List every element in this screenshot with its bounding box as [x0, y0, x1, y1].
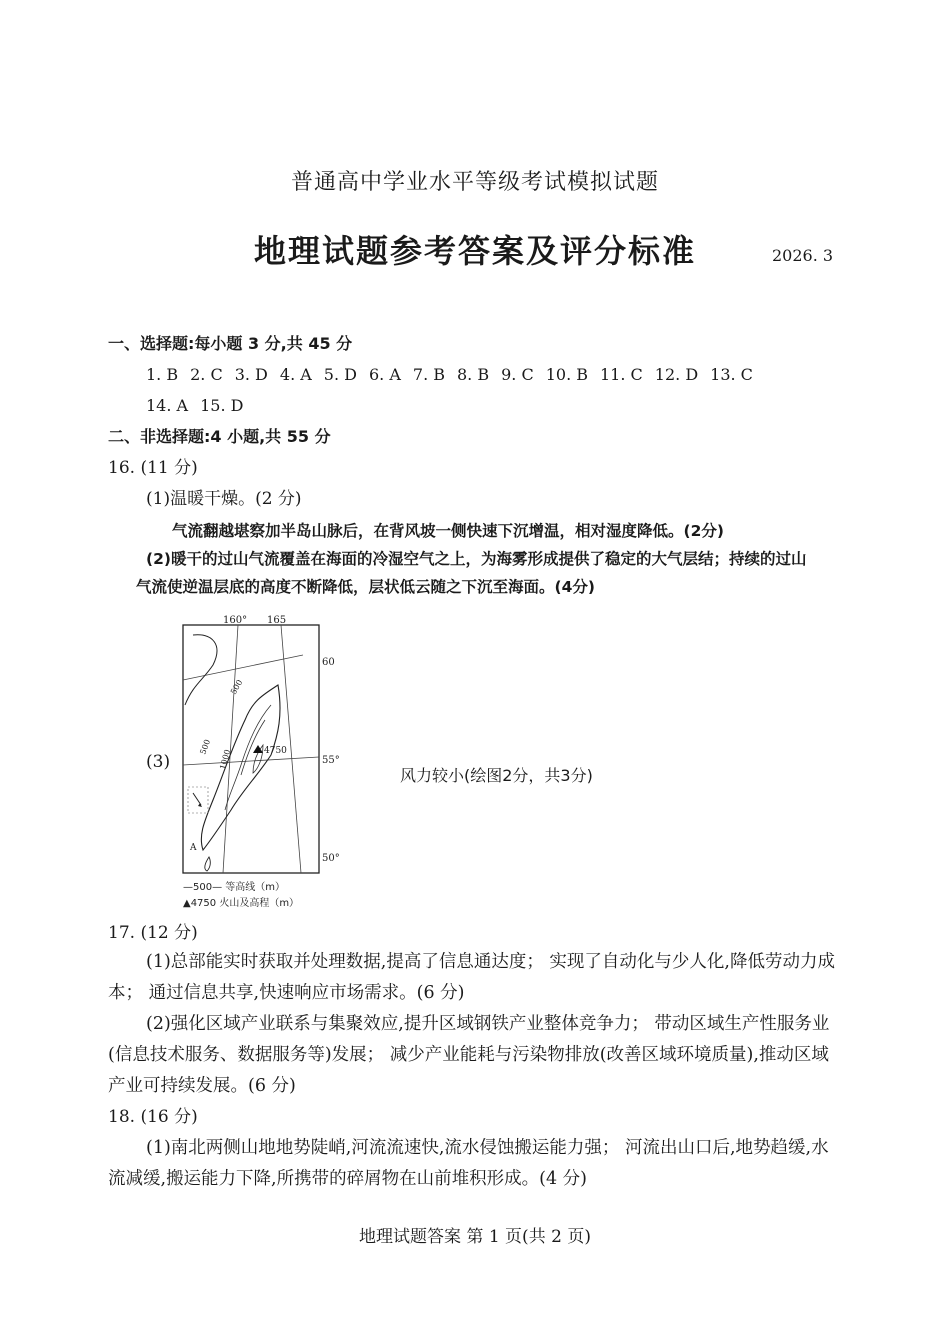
q17-label: 17. (12 分): [108, 923, 198, 943]
map-contour-label: 500: [198, 738, 213, 756]
page-footer: 地理试题答案 第 1 页(共 2 页): [359, 1227, 591, 1247]
choice-answer: 4. A: [279, 365, 312, 384]
kamchatka-map: [183, 615, 340, 909]
q18-answer-1: (1)南北两侧山地地势陡峭,河流流速快,流水侵蚀搬运能力强； 河流出山口后,地势趋缓,水流减缓,搬运能力下降,所携带的碎屑物在山前堆积形成。(4 分): [108, 1138, 829, 1189]
choice-answer: 1. B: [146, 365, 179, 384]
choice-answer: 9. C: [501, 365, 534, 384]
section2-heading: 二、非选择题:4 小题,共 55 分: [108, 427, 331, 446]
legend-contour: —500— 等高线（m）: [183, 882, 286, 893]
answers-row-1: [146, 364, 765, 386]
volcano-height-label: 4750: [264, 746, 287, 756]
q18-label: 18. (16 分): [108, 1107, 198, 1127]
exam-subtitle: 普通高中学业水平等级考试模拟试题: [290, 170, 659, 195]
volcano-icon: [253, 745, 263, 753]
choice-answer: 8. B: [457, 365, 490, 384]
choice-answer: 7. B: [412, 365, 445, 384]
map-lat-label: 60: [322, 657, 335, 668]
q16-answer-2a: (2)暖干的过山气流覆盖在海面的冷湿空气之上，为海雾形成提供了稳定的大气层结；持续的过山: [146, 550, 807, 568]
choice-answer: 3. D: [234, 365, 268, 384]
map-lat-label: 55°: [322, 755, 340, 766]
q16-answer-2b: 气流使逆温层底的高度不断降低，层状低云随之下沉至海面。(4分): [136, 578, 595, 596]
choice-answer: 14. A: [146, 396, 189, 415]
q16-answer-3: 风力较小(绘图2分，共3分): [400, 766, 593, 785]
choice-answer: 10. B: [545, 365, 588, 384]
exam-date: 2026. 3: [772, 246, 834, 265]
answers-row-2: [146, 395, 255, 417]
q16-answer-1b: 气流翻越堪察加半岛山脉后，在背风坡一侧快速下沉增温，相对湿度降低。(2分): [172, 522, 724, 540]
q16-answer-1: (1)温暖干燥。(2 分): [146, 489, 302, 509]
q16-label: 16. (11 分): [108, 458, 198, 478]
choice-answer: 11. C: [600, 365, 643, 384]
q17-answer-2: (2)强化区域产业联系与集聚效应,提升区域钢铁产业整体竞争力； 带动区域生产性服务业(信息技术服务、数据服务等)发展； 减少产业能耗与污染物排放(改善区域环境质量),推动区域产业可持续发展。(6 分): [108, 1014, 830, 1096]
map-contour-label: 500: [228, 678, 245, 696]
page-title: 地理试题参考答案及评分标准: [253, 232, 696, 270]
map-lat-label: 50°: [322, 853, 340, 864]
choice-answer: 15. D: [200, 396, 244, 415]
legend-volcano: ▲4750 火山及高程（m）: [183, 898, 300, 909]
map-contour-label: 1000: [218, 748, 233, 771]
choice-answer: 12. D: [654, 365, 699, 384]
q17-answer-1: (1)总部能实时获取并处理数据,提高了信息通达度； 实现了自动化与少人化,降低劳动力成本； 通过信息共享,快速响应市场需求。(6 分): [108, 952, 835, 1003]
choice-answer: 6. A: [368, 365, 401, 384]
choice-answer: 13. C: [710, 365, 753, 384]
q16-part3-label: (3): [146, 752, 171, 772]
section1-heading: 一、选择题:每小题 3 分,共 45 分: [108, 334, 353, 353]
map-lon-label: 160°: [223, 615, 248, 626]
map-lon-label: 165: [267, 615, 287, 626]
choice-answer: 2. C: [190, 365, 223, 384]
point-a-label: A: [190, 843, 197, 853]
choice-answer: 5. D: [323, 365, 357, 384]
